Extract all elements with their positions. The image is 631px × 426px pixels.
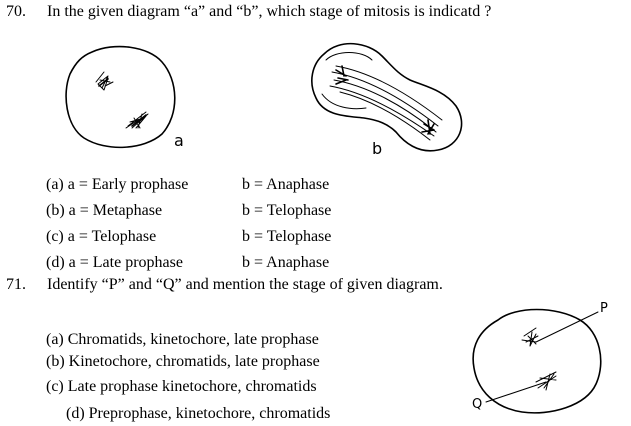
chromosome-cluster-upper	[522, 328, 538, 346]
q70-option-d-right[interactable]: b = Anaphase	[242, 254, 330, 271]
chromosome-cluster-lower	[536, 372, 556, 390]
diagram-q71-cell	[466, 302, 616, 420]
pointer-q-line	[486, 382, 546, 402]
chromosome-cluster-lower	[126, 112, 148, 128]
label-p: P	[600, 301, 608, 316]
diagram-b-label: b	[372, 139, 383, 158]
q70-option-a-right[interactable]: b = Anaphase	[242, 176, 330, 193]
q71-option-a[interactable]: (a) Chromatids, kinetochore, late prophase	[46, 331, 319, 348]
chromosome-cluster-upper	[96, 72, 113, 90]
diagram-b-cell	[306, 36, 471, 158]
q70-option-b-right[interactable]: b = Telophase	[242, 202, 332, 219]
diagram-a-cell	[62, 42, 202, 152]
question-71-number: 71.	[6, 276, 26, 293]
spindle-fibres	[330, 66, 442, 140]
diagram-a-label: a	[174, 131, 184, 150]
question-70-number: 70.	[6, 3, 26, 20]
q71-option-b[interactable]: (b) Kinetochore, chromatids, late prophase	[46, 353, 320, 370]
question-70-text: In the given diagram “a” and “b”, which stage of mitosis is indicatd ?	[47, 3, 492, 20]
q70-option-b-left[interactable]: (b) a = Metaphase	[46, 202, 163, 219]
q70-option-c-right[interactable]: b = Telophase	[242, 228, 332, 245]
q70-option-c-left[interactable]: (c) a = Telophase	[46, 228, 157, 245]
q71-option-c[interactable]: (c) Late prophase kinetochore, chromatids	[46, 378, 317, 395]
question-71-text: Identify “P” and “Q” and mention the stage of given diagram.	[47, 276, 443, 293]
q70-option-a-left[interactable]: (a) a = Early prophase	[46, 176, 189, 193]
label-q: Q	[472, 397, 483, 412]
q71-option-d[interactable]: (d) Preprophase, kinetochore, chromatids	[66, 405, 331, 422]
q70-option-d-left[interactable]: (d) a = Late prophase	[46, 254, 183, 271]
